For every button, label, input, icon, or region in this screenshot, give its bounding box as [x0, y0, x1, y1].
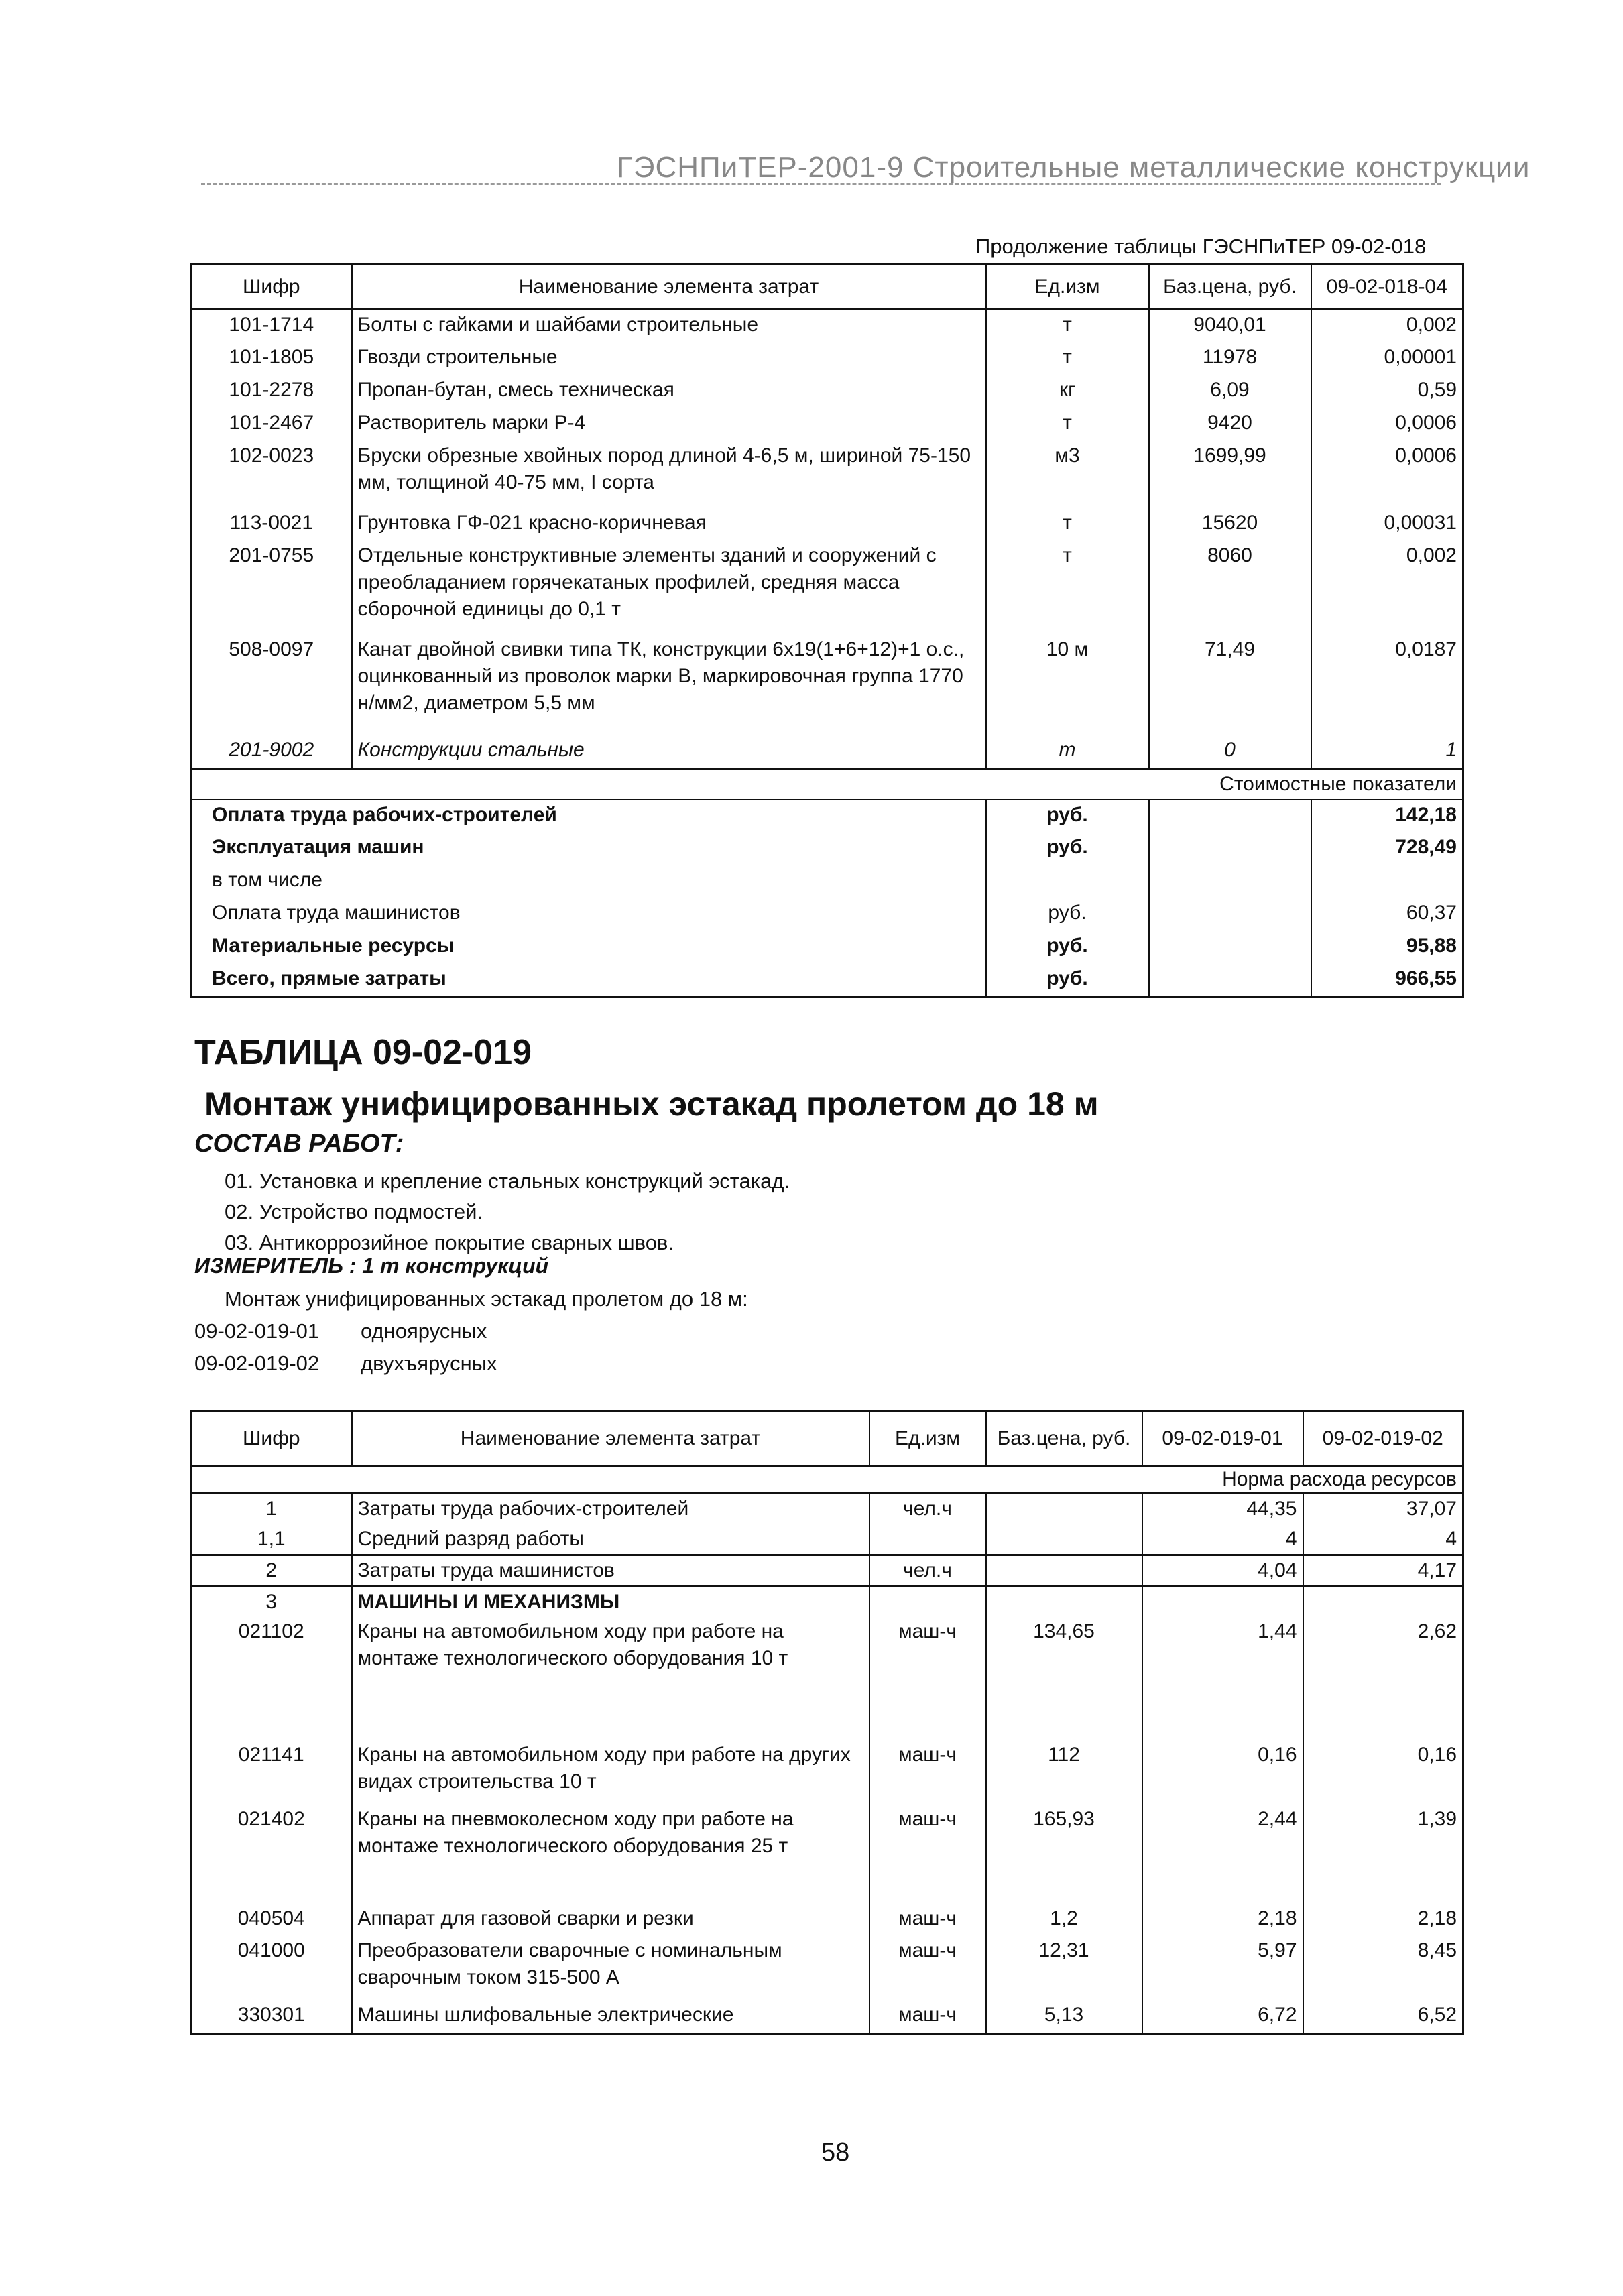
row-price: 71,49 [1149, 635, 1311, 735]
table-title: ТАБЛИЦА 09-02-019 [194, 1033, 532, 1072]
row-price [986, 1555, 1142, 1587]
row-name: Отдельные конструктивные элементы зданий и сооружений с преобладанием горячекатаных профилей, средняя масса сборочной единицы до 0,1 т [352, 541, 986, 635]
cost-row [191, 898, 1463, 931]
row-code: 021102 [238, 1620, 304, 1642]
column-header: 09-02-019-01 [1142, 1411, 1303, 1466]
table-row [191, 310, 1463, 343]
cost-empty-cell [1149, 833, 1311, 865]
row-price: 112 [986, 1740, 1142, 1805]
row-price: 1,2 [986, 1904, 1142, 1936]
resources-table-09-02-019 [190, 1410, 1464, 2035]
row-value-2 [1303, 1587, 1463, 1618]
row-value-2: 0,16 [1303, 1740, 1463, 1805]
row-price: 5,13 [986, 2000, 1142, 2034]
row-code: 508-0097 [229, 638, 314, 660]
column-header: Наименование элемента затрат [352, 265, 986, 310]
row-name: Краны на автомобильном ходу при работе на других видах строительства 10 т [352, 1740, 869, 1805]
row-value: 0,59 [1311, 375, 1463, 408]
cost-value: 728,49 [1311, 833, 1463, 865]
row-value-1: 2,44 [1142, 1805, 1303, 1904]
table-row [191, 1494, 1463, 1524]
sostav-heading: СОСТАВ РАБОТ: [194, 1130, 404, 1158]
cost-row [191, 931, 1463, 964]
cost-value: 142,18 [1311, 800, 1463, 833]
row-name: Гвозди строительные [352, 343, 986, 375]
cost-empty-cell [1149, 865, 1311, 898]
row-value: 0,0006 [1311, 408, 1463, 441]
row-code: 101-2467 [229, 411, 314, 434]
table-row [191, 375, 1463, 408]
row-name: Канат двойной свивки типа ТК, конструкции 6х19(1+6+12)+1 о.с., оцинкованный из проволок марки В, маркировочная группа 1770 н/мм2, диаметром 5,5 мм [352, 635, 986, 735]
row-price [986, 1587, 1142, 1618]
row-unit [869, 1524, 986, 1555]
row-unit: чел.ч [869, 1494, 986, 1524]
cost-label: Эксплуатация машин [212, 836, 424, 858]
table-row [191, 1524, 1463, 1555]
page-number: 58 [821, 2138, 850, 2167]
table-row [191, 2000, 1463, 2034]
table-subtitle: Монтаж унифицированных эстакад пролетом до 18 м [204, 1085, 1099, 1123]
row-code: 021402 [237, 1808, 305, 1830]
column-header: 09-02-018-04 [1311, 265, 1463, 310]
row-unit: т [986, 343, 1149, 375]
izmeritel: ИЗМЕРИТЕЛЬ : 1 т конструкций [194, 1254, 549, 1278]
row-price: 11978 [1149, 343, 1311, 375]
row-price: 6,09 [1149, 375, 1311, 408]
row-unit: 10 м [986, 635, 1149, 735]
cost-row [191, 833, 1463, 865]
row-price: 9040,01 [1149, 310, 1311, 343]
row-value-1: 0,16 [1142, 1740, 1303, 1805]
continuation-note: Продолжение таблицы ГЭСНПиТЕР 09-02-018 [975, 235, 1427, 258]
row-value-2: 1,39 [1303, 1805, 1463, 1904]
table-row [191, 1805, 1463, 1904]
cost-unit [986, 865, 1149, 898]
cost-label: Оплата труда машинистов [212, 902, 461, 924]
cost-unit: руб. [986, 964, 1149, 997]
norma-header: Норма расхода ресурсов [191, 1466, 1463, 1494]
cost-value: 95,88 [1311, 931, 1463, 964]
row-unit: кг [986, 375, 1149, 408]
work-item: 02. Устройство подмостей. [225, 1200, 483, 1223]
column-header: Баз.цена, руб. [1149, 265, 1311, 310]
row-code: 1,1 [257, 1527, 286, 1550]
resources-table-continued [190, 263, 1464, 998]
table-row [191, 1740, 1463, 1805]
cost-row [191, 964, 1463, 997]
row-code: 041000 [237, 1939, 305, 1961]
table-row [191, 1936, 1463, 2000]
cost-label: в том числе [212, 869, 322, 891]
row-code: 101-1714 [229, 314, 314, 336]
row-price: 0 [1149, 735, 1311, 769]
norma-row [191, 1466, 1463, 1494]
row-value-2: 37,07 [1303, 1494, 1463, 1524]
row-name: Пропан-бутан, смесь техническая [352, 375, 986, 408]
column-header: Баз.цена, руб. [986, 1411, 1142, 1466]
cost-empty-cell [1149, 800, 1311, 833]
cost-row [191, 865, 1463, 898]
row-value: 1 [1311, 735, 1463, 769]
row-unit: маш-ч [869, 1740, 986, 1805]
row-value-1 [1142, 1587, 1303, 1618]
row-code: 021141 [238, 1744, 304, 1766]
table-header-row [191, 1411, 1463, 1466]
column-header: 09-02-019-02 [1303, 1411, 1463, 1466]
cost-unit: руб. [986, 898, 1149, 931]
row-price: 1699,99 [1149, 441, 1311, 508]
table-row [191, 408, 1463, 441]
row-price: 134,65 [986, 1617, 1142, 1740]
cost-value: 966,55 [1311, 964, 1463, 997]
cost-unit: руб. [986, 931, 1149, 964]
row-unit: маш-ч [869, 1904, 986, 1936]
table-row [191, 1587, 1463, 1618]
table-row [191, 635, 1463, 735]
row-unit: т [986, 541, 1149, 635]
cost-row [191, 800, 1463, 833]
table-row [191, 441, 1463, 508]
cost-empty-cell [1149, 931, 1311, 964]
cost-unit: руб. [986, 800, 1149, 833]
row-name: Бруски обрезные хвойных пород длиной 4-6,5 м, шириной 75-150 мм, толщиной 40-75 мм, I сорта [352, 441, 986, 508]
row-code: 3 [265, 1591, 278, 1613]
row-unit: т [986, 310, 1149, 343]
row-value-1: 5,97 [1142, 1936, 1303, 2000]
variant-name: одноярусных [361, 1319, 487, 1343]
variants-description: Монтаж унифицированных эстакад пролетом до 18 м: [225, 1287, 748, 1311]
column-header: Наименование элемента затрат [352, 1411, 869, 1466]
table-row [191, 343, 1463, 375]
row-value-1: 44,35 [1142, 1494, 1303, 1524]
row-value: 0,002 [1311, 541, 1463, 635]
row-code: 201-9002 [229, 738, 314, 761]
row-price: 8060 [1149, 541, 1311, 635]
column-header: Ед.изм [986, 265, 1149, 310]
cost-unit: руб. [986, 833, 1149, 865]
row-name: Конструкции стальные [352, 735, 986, 769]
row-code: 201-0755 [229, 544, 314, 566]
table-header-row [191, 265, 1463, 310]
row-code: 113-0021 [229, 511, 314, 534]
row-price: 165,93 [986, 1805, 1142, 1904]
work-item: 03. Антикоррозийное покрытие сварных швов. [225, 1231, 674, 1254]
table-row [191, 735, 1463, 769]
row-value-1: 2,18 [1142, 1904, 1303, 1936]
cost-header: Стоимостные показатели [191, 769, 1463, 800]
row-unit: маш-ч [869, 2000, 986, 2034]
row-name: Краны на пневмоколесном ходу при работе на монтаже технологического оборудования 25 т [352, 1805, 869, 1904]
row-unit: т [986, 408, 1149, 441]
row-value-1: 4 [1142, 1524, 1303, 1555]
cost-label: Материальные ресурсы [212, 934, 455, 957]
row-value: 0,0187 [1311, 635, 1463, 735]
table-row [191, 1904, 1463, 1936]
cost-empty-cell [1149, 964, 1311, 997]
row-value: 0,002 [1311, 310, 1463, 343]
row-unit: чел.ч [869, 1555, 986, 1587]
row-unit: т [986, 508, 1149, 541]
row-value: 0,00001 [1311, 343, 1463, 375]
row-value-2: 4,17 [1303, 1555, 1463, 1587]
row-value-2: 2,18 [1303, 1904, 1463, 1936]
row-unit: маш-ч [869, 1617, 986, 1740]
row-unit: м3 [986, 441, 1149, 508]
row-code: 330301 [237, 2004, 305, 2026]
table-row [191, 508, 1463, 541]
row-code: 101-1805 [229, 345, 314, 368]
table-row [191, 1617, 1463, 1740]
row-value-2: 2,62 [1303, 1617, 1463, 1740]
row-code: 1 [265, 1498, 278, 1520]
row-name: Затраты труда рабочих-строителей [352, 1494, 869, 1524]
row-value: 0,00031 [1311, 508, 1463, 541]
work-item: 01. Установка и крепление стальных конструкций эстакад. [225, 1169, 790, 1193]
row-value-1: 1,44 [1142, 1617, 1303, 1740]
variant-code: 09-02-019-01 [194, 1319, 320, 1343]
row-value-2: 4 [1303, 1524, 1463, 1555]
column-header: Ед.изм [869, 1411, 986, 1466]
variant-name: двухъярусных [361, 1351, 497, 1375]
row-code: 101-2278 [229, 378, 314, 401]
cost-label: Всего, прямые затраты [212, 967, 446, 989]
row-unit: маш-ч [869, 1936, 986, 2000]
cost-empty-cell [1149, 898, 1311, 931]
row-price: 15620 [1149, 508, 1311, 541]
row-name: Грунтовка ГФ-021 красно-коричневая [352, 508, 986, 541]
row-value: 0,0006 [1311, 441, 1463, 508]
header-rule [201, 183, 1441, 185]
row-price: 9420 [1149, 408, 1311, 441]
row-code: 2 [265, 1559, 278, 1581]
row-price [986, 1494, 1142, 1524]
cost-value [1311, 865, 1463, 898]
row-name: МАШИНЫ И МЕХАНИЗМЫ [352, 1587, 869, 1618]
row-value-2: 6,52 [1303, 2000, 1463, 2034]
cost-value: 60,37 [1311, 898, 1463, 931]
running-header: ГЭСНПиТЕР-2001-9 Строительные металлические конструкции [617, 151, 1530, 184]
column-header: Шифр [242, 276, 300, 298]
row-price [986, 1524, 1142, 1555]
row-name: Затраты труда машинистов [352, 1555, 869, 1587]
row-unit: т [986, 735, 1149, 769]
table-row [191, 1555, 1463, 1587]
row-price: 12,31 [986, 1936, 1142, 2000]
row-unit: маш-ч [869, 1805, 986, 1904]
cost-header-row [191, 769, 1463, 800]
row-name: Машины шлифовальные электрические [352, 2000, 869, 2034]
row-value-1: 6,72 [1142, 2000, 1303, 2034]
variant-code: 09-02-019-02 [194, 1351, 320, 1375]
row-name: Аппарат для газовой сварки и резки [352, 1904, 869, 1936]
row-value-1: 4,04 [1142, 1555, 1303, 1587]
row-value-2: 8,45 [1303, 1936, 1463, 2000]
row-name: Средний разряд работы [352, 1524, 869, 1555]
row-unit [869, 1587, 986, 1618]
row-name: Краны на автомобильном ходу при работе на монтаже технологического оборудования 10 т [352, 1617, 869, 1740]
row-code: 102-0023 [229, 444, 314, 467]
table-row [191, 541, 1463, 635]
row-name: Преобразователи сварочные с номинальным сварочным током 315-500 А [352, 1936, 869, 2000]
row-code: 040504 [237, 1907, 305, 1929]
row-name: Болты с гайками и шайбами строительные [352, 310, 986, 343]
column-header: Шифр [242, 1427, 300, 1449]
cost-label: Оплата труда рабочих-строителей [212, 804, 557, 826]
row-name: Растворитель марки Р-4 [352, 408, 986, 441]
